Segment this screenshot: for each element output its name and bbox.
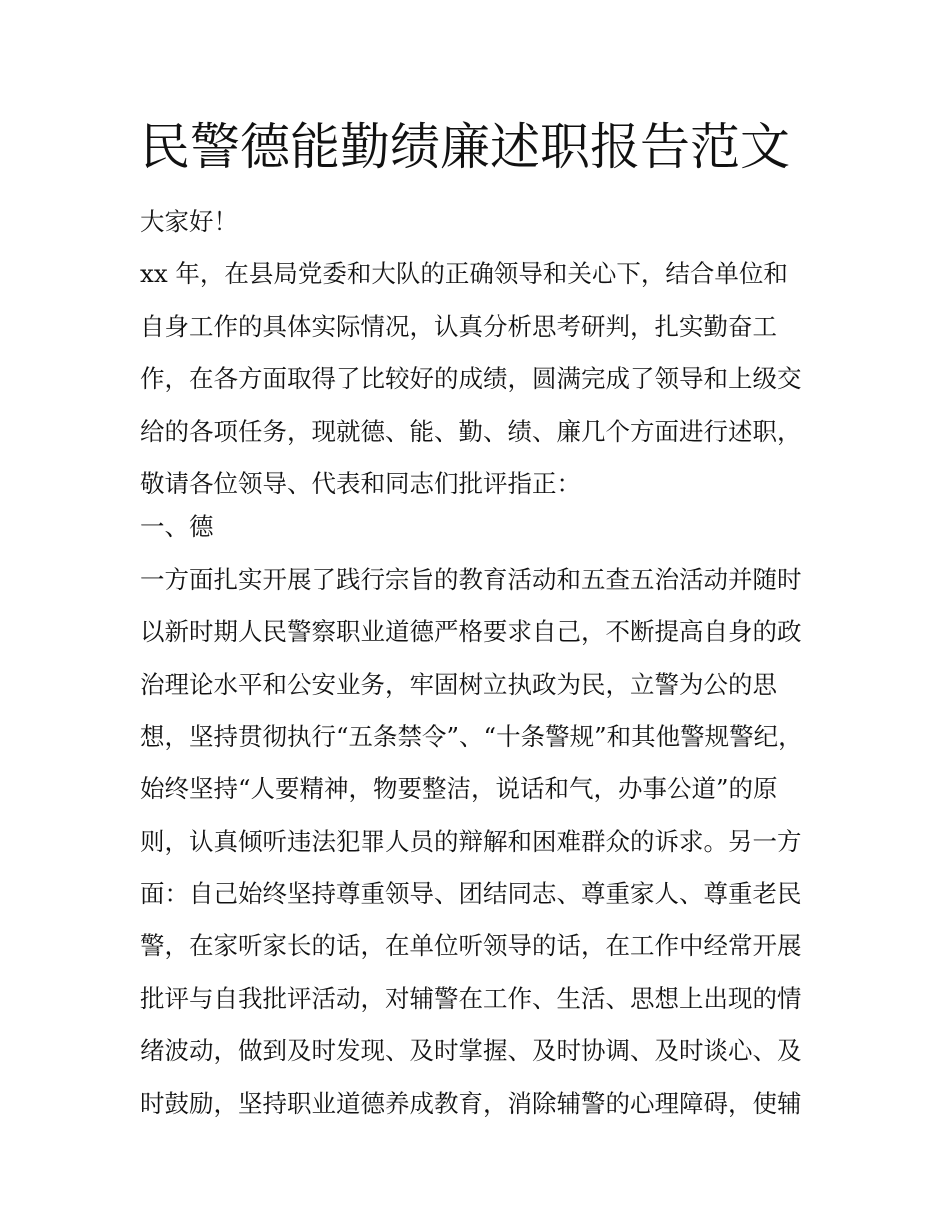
paragraph-line: xx 年，在县局党委和大队的正确领导和关心下，结合单位和 (140, 259, 788, 288)
paragraph-line: 给的各项任务，现就德、能、勤、绩、廉几个方面进行述职， (140, 417, 802, 446)
document-title: 民警德能勤绩廉述职报告范文 (140, 118, 790, 176)
paragraph-line: 敬请各位领导、代表和同志们批评指正： (140, 469, 581, 498)
greeting-line: 大家好！ (140, 207, 238, 236)
paragraph-line: 始终坚持“人要精神，物要整洁，说话和气，办事公道”的原 (140, 774, 778, 803)
paragraph-line: 一方面扎实开展了践行宗旨的教育活动和五查五治活动并随时 (140, 565, 802, 594)
paragraph-line: 自身工作的具体实际情况，认真分析思考研判，扎实勤奋工 (140, 312, 777, 341)
paragraph-line: 时鼓励，坚持职业道德养成教育，消除辅警的心理障碍，使辅 (140, 1089, 802, 1118)
section-heading-de: 一、德 (140, 512, 214, 541)
paragraph-line: 以新时期人民警察职业道德严格要求自己，不断提高自身的政 (140, 617, 802, 646)
paragraph-line: 绪波动，做到及时发现、及时掌握、及时协调、及时谈心、及 (140, 1036, 802, 1065)
paragraph-line: 面：自己始终坚持尊重领导、团结同志、尊重家人、尊重老民 (140, 879, 802, 908)
paragraph-line: 想，坚持贯彻执行“五条禁令”、“十条警规”和其他警规警纪， (140, 722, 803, 751)
paragraph-line: 作，在各方面取得了比较好的成绩，圆满完成了领导和上级交 (140, 364, 802, 393)
paragraph-line: 批评与自我批评活动，对辅警在工作、生活、思想上出现的情 (140, 984, 802, 1013)
paragraph-line: 则，认真倾听违法犯罪人员的辩解和困难群众的诉求。另一方 (140, 827, 802, 856)
paragraph-line: 治理论水平和公安业务，牢固树立执政为民，立警为公的思 (140, 670, 777, 699)
paragraph-line: 警，在家听家长的话，在单位听领导的话，在工作中经常开展 (140, 931, 802, 960)
